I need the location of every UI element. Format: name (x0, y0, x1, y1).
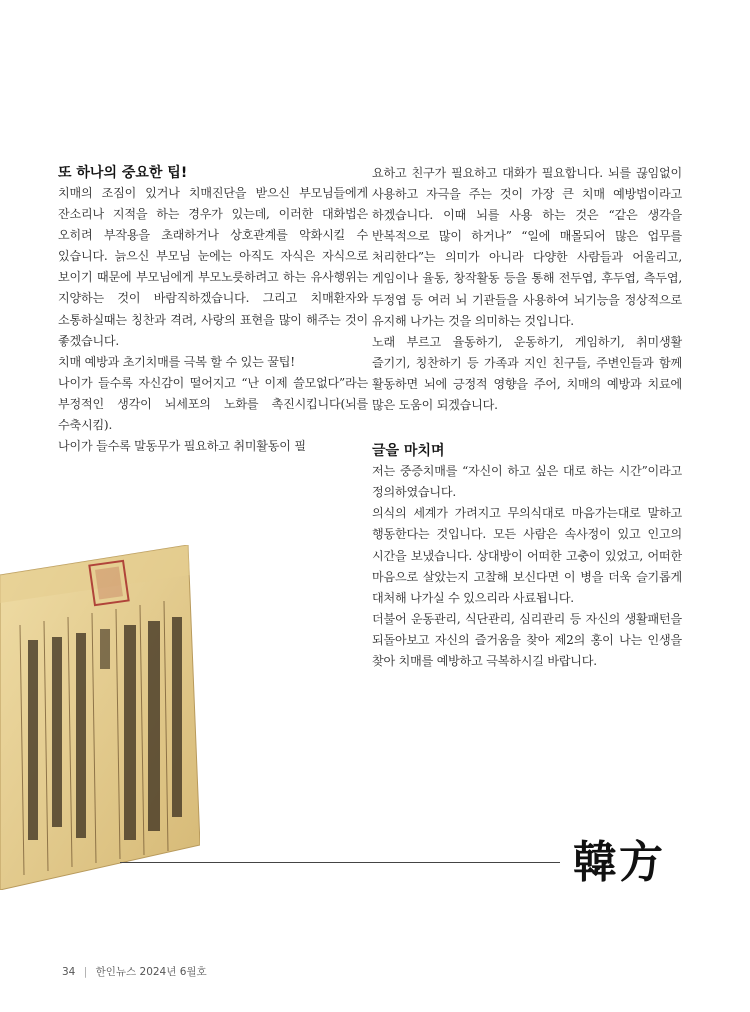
left-column (58, 163, 368, 457)
paragraph: 요하고 친구가 필요하고 대화가 필요합니다. 뇌를 끊임없이 사용하고 자극을 주는 것이 가장 큰 치매 예방법이라고 하겠습니다. 이때 뇌를 사용 하는 것은 “같은 생각을 반복적으로 많이 하거나” “일에 매몰되어 많은 업무를 처리한다”는 의미가 아니라 다양한 사람들과 어울리고, 게임이나 율동, 창작활동 등을 통해 전두엽, 후두엽, 측두엽, 두정엽 등 여러 뇌 기관들을 사용하여 뇌기능을 정상적으로 유지해 나가는 것을 의미하는 것입니다. (372, 166, 682, 328)
section-brand-title: 韓方 (573, 837, 665, 888)
paragraph: 치매의 조짐이 있거나 치매진단을 받으신 부모님들에게 잔소리나 지적을 하는 경우가 있는데, 이러한 대화법은 오히려 부작용을 초래하거나 상호관계를 악화시킬 수 있습니다. 늙으신 부모님 눈에는 아직도 자식은 자식으로 보이기 때문에 부모님에게 부모노릇하려고 하는 유사행위는 지양하는 것이 바람직하겠습니다. 그리고 치매환자와 소통하실때는 칭찬과 격려, 사랑의 표현을 많이 해주는 것이 좋겠습니다. (58, 186, 368, 348)
section-heading-tip: 또 하나의 중요한 팁! (58, 165, 188, 181)
section-heading-closing: 글을 마치며 (372, 443, 445, 460)
divider-line (120, 862, 560, 863)
paragraph: 나이가 들수록 말동무가 필요하고 취미활동이 필 (58, 439, 306, 454)
paragraph: 노래 부르고 율동하기, 운동하기, 게임하기, 취미생활 즐기기, 칭찬하기 등 가족과 지인 친구들, 주변인들과 함께 활동하면 뇌에 긍정적 영향을 주어, 치매의 예방과 치료에 많은 도움이 되겠습니다. (372, 334, 682, 413)
page-number: 34 (62, 966, 76, 978)
paragraph: 더불어 운동관리, 식단관리, 심리관리 등 자신의 생활패턴을 되돌아보고 자신의 즐거움을 찾아 제2의 홍이 나는 인생을 찾아 치매를 예방하고 극복하시길 바랍니다. (372, 611, 682, 668)
paragraph: 저는 중증치매를 “자신이 하고 싶은 대로 하는 시간”이라고 정의하였습니다. (372, 464, 682, 500)
paragraph: 의식의 세계가 가려지고 무의식대로 마음가는대로 말하고 행동한다는 것입니다. 모든 사람은 속사정이 있고 인고의 시간을 보냈습니다. 상대방이 어떠한 고충이 있었고, 어떠한 마음으로 살았는지 고찰해 보신다면 이 병을 더욱 슬기롭게 대처해 나가실 수 있으리라 사료됩니다. (372, 506, 682, 605)
paragraph: 나이가 들수록 자신감이 떨어지고 “난 이제 쓸모없다”라는 부정적인 생각이 뇌세포의 노화를 촉진시킵니다(뇌를 수축시킴). (58, 375, 368, 433)
footer-separator: | (83, 966, 88, 978)
page-footer (62, 964, 207, 979)
right-column (372, 163, 682, 672)
old-book-icon (0, 545, 200, 890)
paragraph: 치매 예방과 초기치매를 극복 할 수 있는 꿀팁! (58, 354, 295, 369)
publication-name: 한인뉴스 2024년 6월호 (95, 966, 207, 978)
